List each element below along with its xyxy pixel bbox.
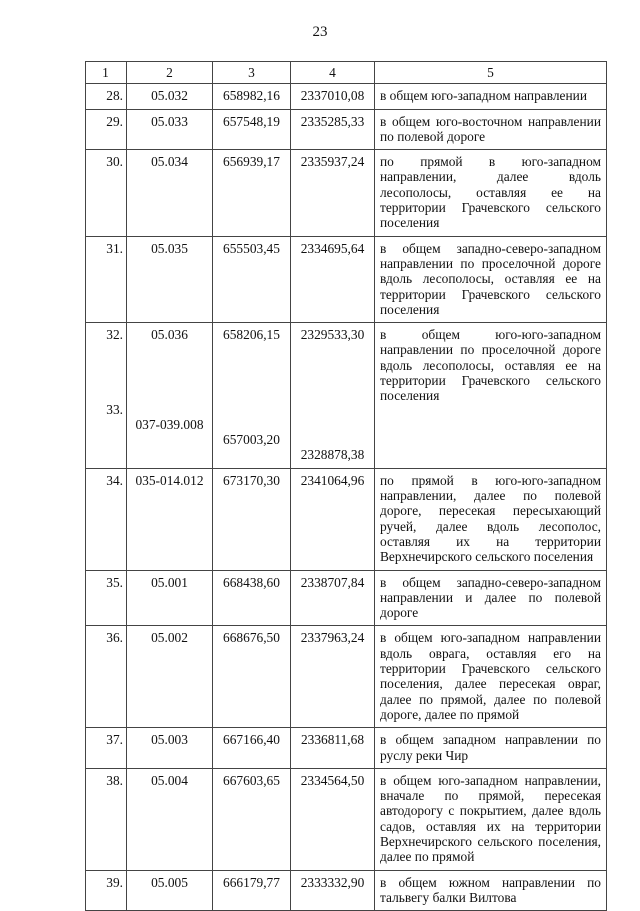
- row-number-cell: [86, 768, 127, 870]
- x-coordinate-cell: [213, 768, 291, 870]
- y-coordinate-cell: [291, 236, 375, 322]
- row-number-cell: [86, 626, 127, 728]
- y-coordinate-cell-value: 2336811,68: [300, 732, 365, 748]
- y-coordinate-cell: [291, 728, 375, 769]
- table-row: [86, 323, 607, 469]
- header-cell-1: 1: [86, 62, 127, 84]
- x-coordinate-cell: [213, 236, 291, 322]
- description-cell-value: в общем юго-западном направлении вдоль оврага, оставляя его на территории Грачевского сельского поселения, далее пересекая овраг, далее по прямой, далее по полевой дороге, далее по прямой: [380, 630, 601, 722]
- table-row: [86, 626, 607, 728]
- row-number-cell-value: 31.: [106, 240, 123, 256]
- row-number-cell: [86, 323, 127, 469]
- description-cell: [375, 84, 607, 109]
- x-coordinate-cell: [213, 150, 291, 236]
- boundary-table: [85, 61, 607, 911]
- description-cell-value: в общем южном направлении по тальвегу балки Вилтова: [380, 874, 601, 905]
- row-number-cell-value: 29.: [106, 113, 123, 129]
- table-row: [86, 109, 607, 150]
- description-cell-value: в общем юго-западном направлении: [380, 88, 587, 104]
- description-cell: [375, 323, 607, 469]
- x-coordinate-cell-sub-value: 657003,20: [223, 432, 280, 448]
- description-cell: [375, 236, 607, 322]
- description-cell: [375, 150, 607, 236]
- point-code-cell: [127, 150, 213, 236]
- x-coordinate-cell-value: 657548,19: [223, 113, 280, 129]
- y-coordinate-cell-value: 2335285,33: [300, 113, 365, 129]
- row-number-cell: [86, 84, 127, 109]
- x-coordinate-cell-value: 656939,17: [223, 154, 280, 170]
- header-cell-4: 4: [291, 62, 375, 84]
- table-row: [86, 570, 607, 626]
- point-code-cell-value: 05.034: [151, 154, 188, 170]
- header-row: [86, 62, 607, 84]
- row-number-cell: [86, 236, 127, 322]
- y-coordinate-cell-value: 2335937,24: [300, 154, 365, 170]
- x-coordinate-cell: [213, 109, 291, 150]
- point-code-cell: [127, 768, 213, 870]
- description-cell: [375, 728, 607, 769]
- point-code-cell: [127, 468, 213, 570]
- x-coordinate-cell-value: 673170,30: [223, 472, 280, 488]
- header-cell-3: 3: [213, 62, 291, 84]
- table-row: [86, 728, 607, 769]
- description-cell: [375, 570, 607, 626]
- table-row: [86, 768, 607, 870]
- x-coordinate-cell-value: 668676,50: [223, 630, 280, 646]
- row-number-cell-value: 38.: [106, 772, 123, 788]
- point-code-cell: [127, 109, 213, 150]
- y-coordinate-cell-value: 2334695,64: [300, 240, 365, 256]
- x-coordinate-cell: [213, 728, 291, 769]
- x-coordinate-cell: [213, 570, 291, 626]
- point-code-cell-value: 05.035: [151, 240, 188, 256]
- point-code-cell: [127, 626, 213, 728]
- point-code-cell: [127, 236, 213, 322]
- row-number-cell: [86, 728, 127, 769]
- y-coordinate-cell-sub-value: 2328878,38: [300, 447, 365, 463]
- description-cell-value: в общем юго-западном направлении, вначале по прямой, пересекая автодорогу с покрытием, далее вдоль садов, оставляя их на территории Верхнечирского сельского поселения, далее по прямой: [380, 772, 601, 865]
- description-cell-value: в общем юго-юго-западном направлении по проселочной дороге вдоль лесополосы, оставляя ее на территории Грачевского сельского поселения: [380, 327, 601, 404]
- row-number-cell: [86, 570, 127, 626]
- x-coordinate-cell-value: 667603,65: [223, 772, 280, 788]
- point-code-cell-value: 05.032: [151, 88, 188, 104]
- row-number-cell-value: 39.: [106, 874, 123, 890]
- description-cell-value: в общем западно-северо-западном направлении и далее по полевой дороге: [380, 574, 601, 621]
- header-cell-2: 2: [127, 62, 213, 84]
- x-coordinate-cell-value: 658982,16: [223, 88, 280, 104]
- description-cell-value: по прямой в юго-западном направлении, далее вдоль лесополосы, оставляя ее на территории Грачевского сельского поселения: [380, 154, 601, 231]
- x-coordinate-cell-value: 655503,45: [223, 240, 280, 256]
- point-code-cell-value: 05.036: [151, 327, 188, 343]
- row-number-cell: [86, 150, 127, 236]
- row-number-cell-value: 37.: [106, 732, 123, 748]
- row-number-cell-value: 28.: [106, 88, 123, 104]
- row-number-cell-value: 35.: [106, 574, 123, 590]
- point-code-cell: [127, 570, 213, 626]
- description-cell: [375, 626, 607, 728]
- x-coordinate-cell: [213, 323, 291, 469]
- row-number-cell-sub-value: 33.: [106, 402, 123, 418]
- y-coordinate-cell-value: 2337963,24: [300, 630, 365, 646]
- point-code-cell-value: 05.005: [151, 874, 188, 890]
- point-code-cell-value: 05.002: [151, 630, 188, 646]
- point-code-cell-value: 035-014.012: [135, 472, 204, 488]
- description-cell: [375, 109, 607, 150]
- y-coordinate-cell: [291, 150, 375, 236]
- x-coordinate-cell-value: 658206,15: [223, 327, 280, 343]
- point-code-cell-value: 05.004: [151, 772, 188, 788]
- row-number-cell-value: 32.: [106, 327, 123, 343]
- y-coordinate-cell-value: 2329533,30: [300, 327, 365, 343]
- x-coordinate-cell: [213, 468, 291, 570]
- x-coordinate-cell-value: 668438,60: [223, 574, 280, 590]
- point-code-cell-sub-value: 037-039.008: [135, 417, 204, 433]
- table-row: [86, 236, 607, 322]
- y-coordinate-cell-value: 2338707,84: [300, 574, 365, 590]
- x-coordinate-cell: [213, 84, 291, 109]
- y-coordinate-cell: [291, 323, 375, 469]
- description-cell-value: по прямой в юго-юго-западном направлении, далее по полевой дороге, пересекая пересыхающий ручей, далее вдоль лесополос, оставляя их на территории Верхнечирского сельского поселения: [380, 472, 601, 565]
- y-coordinate-cell-value: 2341064,96: [300, 472, 365, 488]
- point-code-cell: [127, 323, 213, 469]
- description-cell: [375, 468, 607, 570]
- row-number-cell-value: 30.: [106, 154, 123, 170]
- y-coordinate-cell: [291, 84, 375, 109]
- y-coordinate-cell-value: 2337010,08: [300, 88, 365, 104]
- y-coordinate-cell-value: 2333332,90: [300, 874, 365, 890]
- point-code-cell: [127, 84, 213, 109]
- row-number-cell-value: 36.: [106, 630, 123, 646]
- table-row: [86, 150, 607, 236]
- page-number: 23: [312, 24, 328, 40]
- point-code-cell-value: 05.003: [151, 732, 188, 748]
- y-coordinate-cell: [291, 626, 375, 728]
- y-coordinate-cell-value: 2334564,50: [300, 772, 365, 788]
- x-coordinate-cell: [213, 626, 291, 728]
- header-cell-5: 5: [375, 62, 607, 84]
- x-coordinate-cell-value: 666179,77: [223, 874, 280, 890]
- table-row: [86, 468, 607, 570]
- y-coordinate-cell: [291, 468, 375, 570]
- row-number-cell: [86, 468, 127, 570]
- table-row: [86, 84, 607, 109]
- description-cell-value: в общем западно-северо-западном направлении по проселочной дороге вдоль лесополосы, оставляя ее на территории Грачевского сельского поселения: [380, 240, 601, 317]
- y-coordinate-cell: [291, 768, 375, 870]
- point-code-cell-value: 05.033: [151, 113, 188, 129]
- y-coordinate-cell: [291, 570, 375, 626]
- x-coordinate-cell-value: 667166,40: [223, 732, 280, 748]
- point-code-cell-value: 05.001: [151, 574, 188, 590]
- point-code-cell: [127, 728, 213, 769]
- description-cell-value: в общем западном направлении по руслу реки Чир: [380, 732, 601, 763]
- description-cell-value: в общем юго-восточном направлении по полевой дороге: [380, 113, 601, 144]
- y-coordinate-cell: [291, 109, 375, 150]
- row-number-cell: [86, 109, 127, 150]
- description-cell: [375, 768, 607, 870]
- row-number-cell-value: 34.: [106, 472, 123, 488]
